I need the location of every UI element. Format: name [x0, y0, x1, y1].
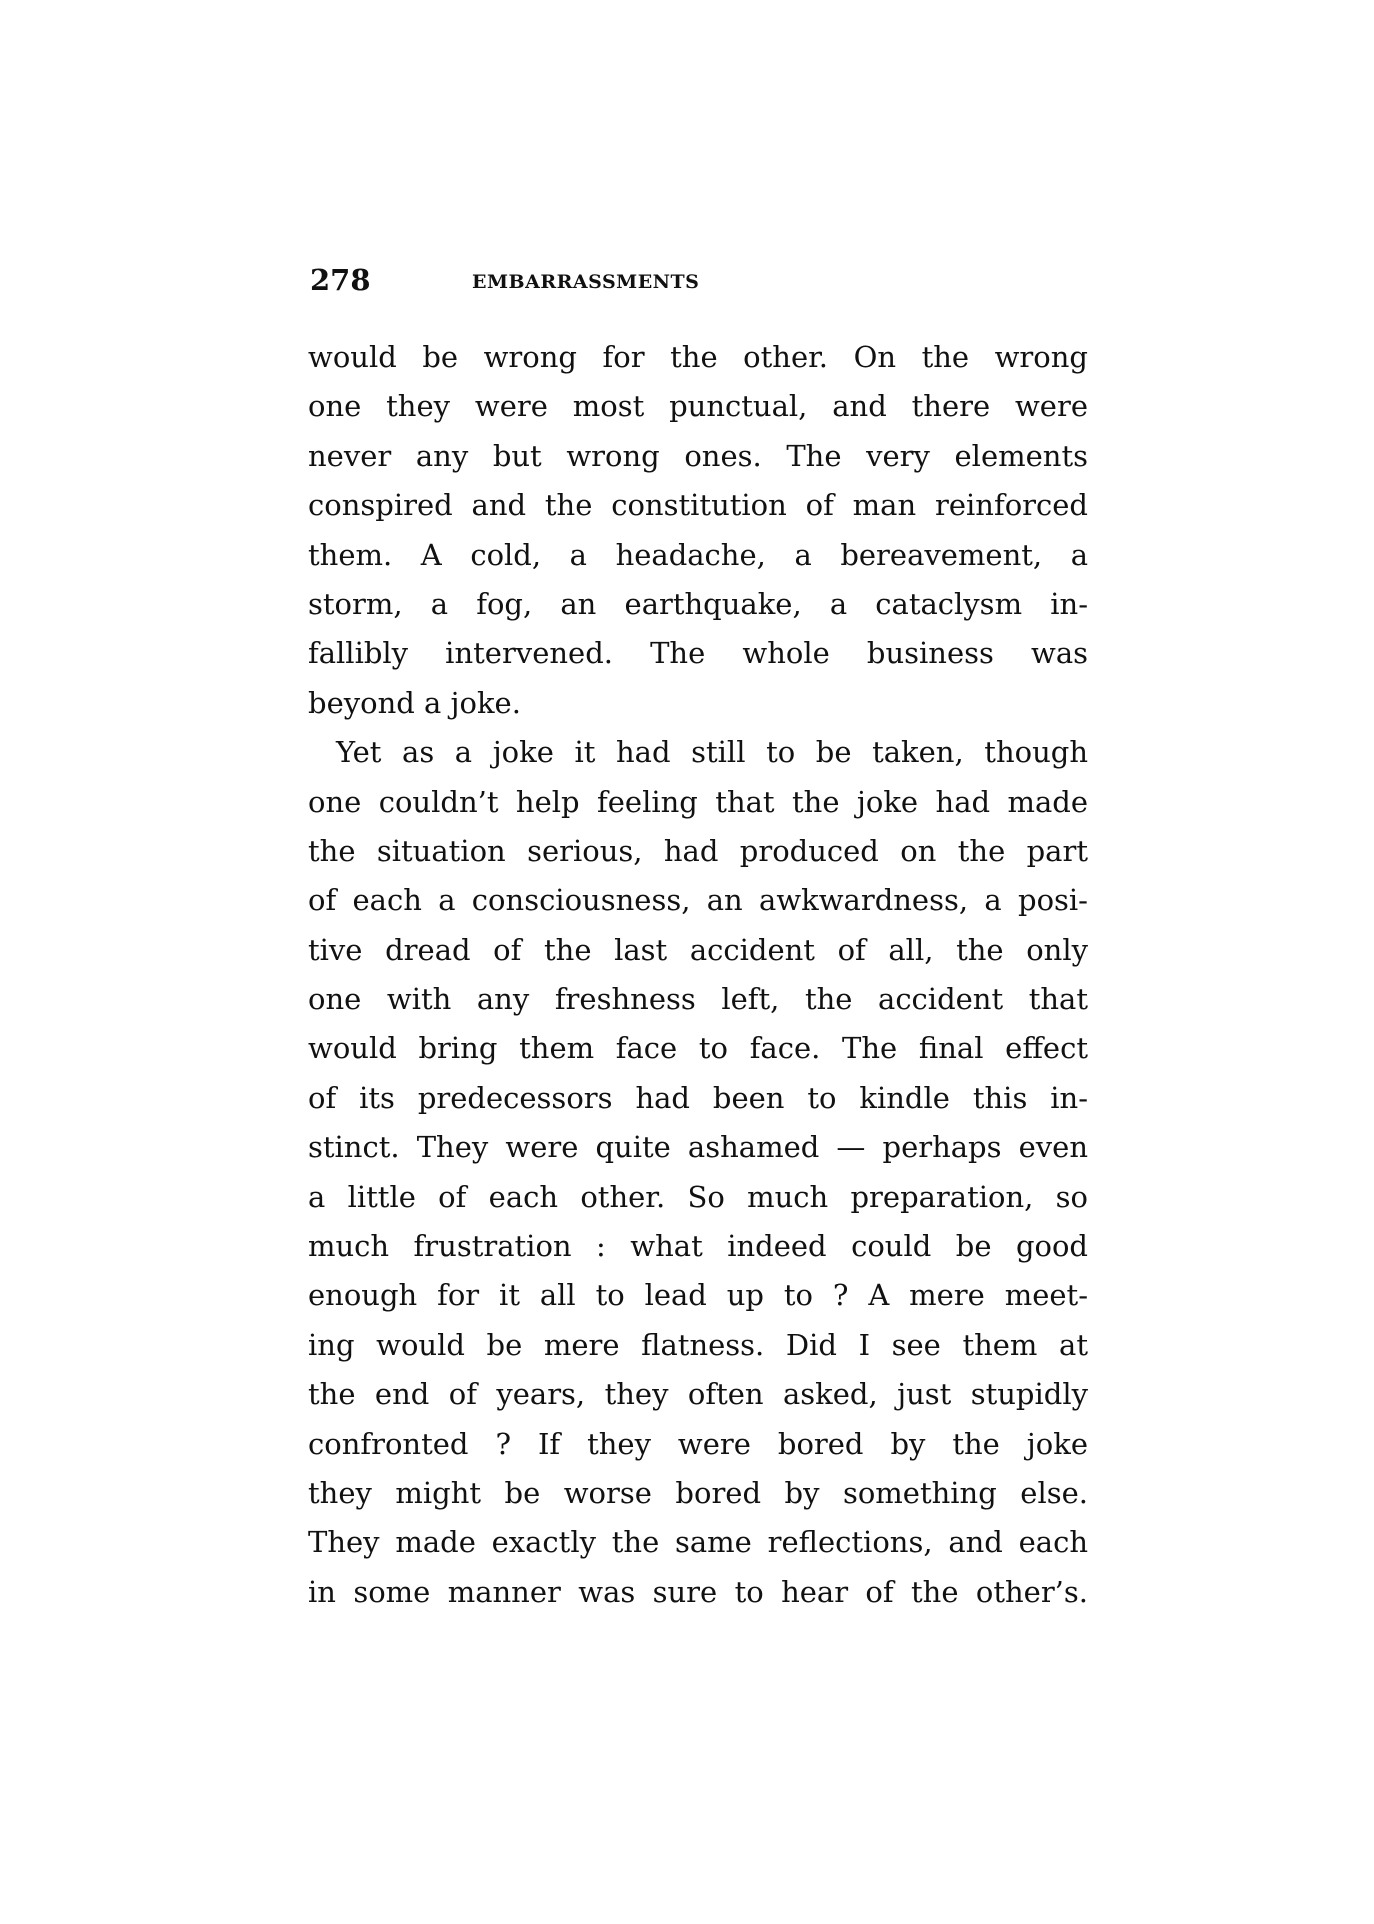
text-line: Yet as a joke it had still to be taken, though — [336, 735, 1088, 770]
text-line: would bring them face to face. The final effect — [308, 1031, 1088, 1066]
text-line: They made exactly the same reflections, and each — [308, 1525, 1088, 1560]
text-line: confronted ? If they were bored by the joke — [308, 1426, 1088, 1461]
text-line: a little of each other. So much preparation, so — [308, 1179, 1088, 1214]
text-line: the situation serious, had produced on the part — [308, 833, 1088, 868]
text-line: ing would be mere flatness. Did I see them at — [308, 1327, 1088, 1362]
text-line: fallibly intervened. The whole business was — [308, 636, 1088, 671]
text-line: of each a consciousness, an awkwardness, a posi- — [308, 883, 1088, 918]
text-line: them. A cold, a headache, a bereavement, a — [308, 537, 1088, 572]
text-line: much frustration : what indeed could be good — [308, 1229, 1088, 1264]
text-line: conspired and the constitution of man reinforced — [308, 488, 1088, 523]
text-line: in some manner was sure to hear of the other’s. — [308, 1574, 1088, 1609]
book-page — [308, 263, 1088, 1617]
text-line: stinct. They were quite ashamed — perhaps even — [308, 1130, 1088, 1165]
text-line: tive dread of the last accident of all, the only — [308, 932, 1088, 967]
paragraph-1 — [308, 333, 1088, 728]
text-line: of its predecessors had been to kindle this in- — [308, 1080, 1088, 1115]
running-head — [308, 263, 1088, 307]
text-line: one they were most punctual, and there were — [308, 389, 1088, 424]
body-text — [308, 333, 1088, 1617]
paragraph-2 — [308, 728, 1088, 1617]
page-number: 278 — [310, 263, 371, 297]
running-title: EMBARRASSMENTS — [472, 271, 700, 293]
text-line: would be wrong for the other. On the wrong — [308, 340, 1088, 374]
text-line: beyond a joke. — [308, 685, 521, 720]
text-line: one couldn’t help feeling that the joke had made — [308, 784, 1088, 819]
text-line: never any but wrong ones. The very elements — [308, 438, 1088, 473]
text-line: the end of years, they often asked, just stupidly — [308, 1377, 1088, 1412]
text-line: one with any freshness left, the accident that — [308, 982, 1088, 1017]
text-line: enough for it all to lead up to ? A mere meet- — [308, 1278, 1088, 1313]
text-line: storm, a fog, an earthquake, a cataclysm in- — [308, 586, 1088, 621]
text-line: they might be worse bored by something else. — [308, 1475, 1088, 1510]
